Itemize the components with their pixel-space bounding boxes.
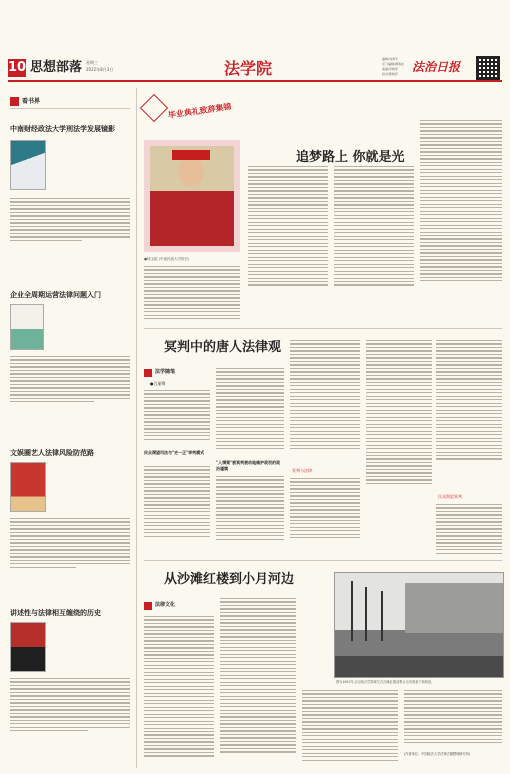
article-body-column: [216, 476, 284, 542]
article-body-column: [436, 504, 502, 556]
sidebar-label-rule: [10, 108, 130, 109]
book-cover: [10, 140, 46, 190]
page-number-badge: 10: [8, 60, 27, 75]
header-rule: [8, 80, 502, 82]
header-credits: [382, 57, 404, 77]
photo-flag: [365, 587, 367, 641]
photo-flag: [351, 581, 353, 641]
article-body-column: [248, 166, 328, 288]
column-divider: [136, 88, 137, 768]
photo-flag: [381, 591, 383, 641]
book-title: 企业全周期运营法律问题入门: [10, 291, 101, 299]
book-cover: [10, 622, 46, 672]
book-review-text: [10, 678, 130, 734]
article-body-column: [302, 690, 398, 763]
book-review-text: [10, 356, 130, 405]
sidebar-section-label: 看书界: [22, 98, 41, 105]
book-cover: [10, 304, 44, 350]
article-body-column: [216, 368, 284, 452]
article-body-column: [144, 266, 240, 322]
photo-caption: 图为1952年,北京政法学院师生在沙滩红楼前集合出发准备于新校址。: [336, 680, 435, 684]
article-body-column: [144, 466, 210, 539]
column-icon: [144, 369, 152, 377]
speaker-head: [178, 156, 204, 186]
credit-line: 见习编辑/柳春洁: [382, 62, 405, 66]
article-title: 从沙滩红楼到小月河边: [164, 572, 295, 587]
book-title: 文娱圈艺人法律风险防范路: [10, 449, 94, 457]
issue-weekday: 星期三: [86, 60, 98, 65]
qr-code: [476, 56, 500, 80]
column-icon: [144, 602, 152, 610]
inline-link: 冥判与法律: [292, 468, 312, 473]
photo-building: [405, 583, 503, 633]
credit-line: 校对/陈晓萍: [382, 72, 399, 76]
column-label: 法学随笔: [155, 369, 176, 375]
article-author: ●吕丽骞: [150, 381, 166, 386]
book-title: 中南财经政法大学刑法学发展镜影: [10, 125, 115, 133]
credit-line: 美编/李晓军: [382, 67, 399, 71]
section-name: 思想部落: [30, 60, 83, 75]
column-label: 法律文化: [155, 602, 176, 608]
book-cover: [10, 462, 46, 512]
article-body-column: [334, 166, 414, 288]
book-title: 讲述性与法律相互缠绕的历史: [10, 609, 101, 617]
article-body-column: [220, 598, 296, 755]
article-title: 追梦路上 你就是光: [296, 150, 405, 165]
author-affiliation: (作者单位：中国政法大学法律古籍整理研究所): [404, 752, 471, 756]
article-title: 冥判中的唐人法律观: [164, 340, 282, 355]
article-subhead: "入情案"被冥判被动地维护政权的政治谨慎: [216, 460, 281, 471]
book-review-text: [10, 518, 130, 570]
column-banner-icon: [140, 94, 168, 122]
masthead-logo: 法治日报: [412, 60, 461, 74]
article-body-column: [404, 690, 502, 746]
column-banner: 毕业典礼致辞集锦: [167, 102, 233, 120]
photo-caption: ●林玉振 (中南民族大学校长): [144, 257, 190, 261]
inline-link: 民众渴望冥判: [438, 494, 462, 499]
section-rule: [144, 560, 502, 561]
article-body-column: [366, 340, 432, 486]
article-body-column: [420, 120, 502, 284]
sidebar-section-icon: [10, 97, 19, 106]
book-review-text: [10, 198, 130, 243]
section-rule: [144, 328, 502, 329]
credit-line: 编辑/刘秀芳: [382, 57, 399, 61]
article-body-column: [290, 340, 360, 452]
article-body-column: [290, 478, 360, 541]
article-body-column: [144, 616, 214, 759]
article-body-column: [144, 390, 210, 442]
graduation-cap: [172, 150, 210, 160]
article-body-column: [436, 340, 502, 462]
historic-photo: [334, 572, 504, 678]
article-subhead: 民众渴望司法与"史一正"审判模式: [144, 450, 205, 455]
header-center-title: 法学院: [224, 59, 273, 78]
issue-date: 2022年8月3日: [86, 67, 114, 72]
